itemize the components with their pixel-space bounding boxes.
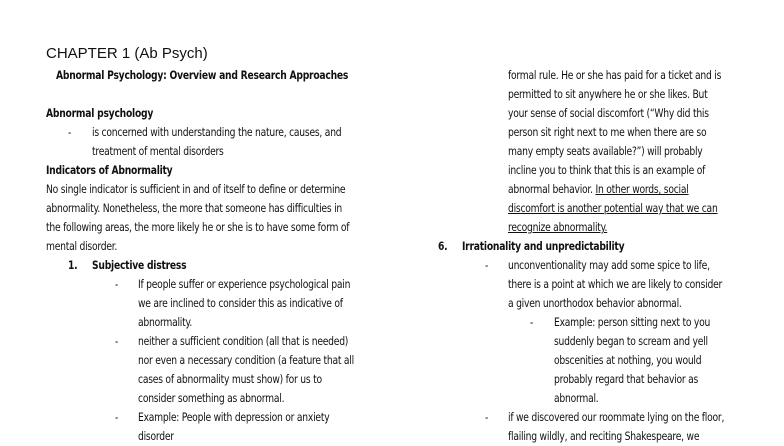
bullet-line: Example: People with depression or anxiety (138, 410, 330, 424)
continued-line: incline you to think that this is an example of (508, 163, 706, 177)
continued-line: permitted to sit anywhere he or she likes. But (508, 87, 708, 101)
underlined-line: discomfort is another potential way that we can (508, 201, 718, 215)
bullet-line: we are inclined to consider this as indicative of (138, 296, 343, 310)
heading-abnormal-psychology: Abnormal psychology (46, 106, 154, 120)
bullet-dash: - (485, 258, 489, 272)
continued-line: your sense of social discomfort (“Why did this (508, 106, 709, 120)
bullet-dash: - (68, 125, 72, 139)
example-line: suddenly began to scream and yell (554, 334, 708, 348)
definition-line-1: is concerned with understanding the nature, causes, and (92, 125, 342, 139)
item-title-irrationality: Irrationality and unpredictability (462, 239, 625, 253)
bullet-line: disorder (138, 429, 174, 443)
bullet-dash: - (485, 410, 489, 424)
definition-line-2: treatment of mental disorders (92, 144, 224, 158)
bullet-dash: - (115, 277, 119, 291)
example-line: Example: person sitting next to you (554, 315, 711, 329)
heading-indicators: Indicators of Abnormality (46, 163, 173, 177)
bullet-line: a given unorthodox behavior abnormal. (508, 296, 682, 310)
chapter-header: CHAPTER 1 (Ab Psych) (46, 45, 208, 62)
bullet-dash: - (115, 410, 119, 424)
paragraph-line: abnormality. Nonetheless, the more that someone has difficulties in (46, 201, 342, 215)
continued-line-mixed (508, 180, 689, 199)
bullet-line: nor even a necessary condition (a feature that all (138, 353, 354, 367)
underlined-line: recognize abnormality. (508, 220, 608, 234)
paragraph-line: No single indicator is sufficient in and of itself to define or determine (46, 182, 346, 196)
plain-text: abnormal behavior. (508, 182, 596, 196)
bullet-line: cases of abnormality must show) for us to (138, 372, 322, 386)
bullet-line: there is a point at which we are likely to consider (508, 277, 723, 291)
example-line: probably regard that behavior as (554, 372, 699, 386)
bullet-line: If people suffer or experience psychological pain (138, 277, 351, 291)
bullet-dash: - (115, 334, 119, 348)
example-line: obscenities at nothing, you would (554, 353, 702, 367)
paragraph-line: mental disorder. (46, 239, 118, 253)
bullet-line: if we discovered our roommate lying on the floor, (508, 410, 725, 424)
item-number-6: 6. (438, 239, 448, 253)
item-number-1: 1. (68, 258, 78, 272)
sub-bullet-dash: - (530, 315, 534, 329)
bullet-line: neither a sufficient condition (all that is needed) (138, 334, 349, 348)
underlined-text: In other words, social (595, 182, 689, 196)
item-title-subjective-distress: Subjective distress (92, 258, 187, 272)
bullet-line: flailing wildly, and reciting Shakespeare, we (508, 429, 700, 443)
bullet-line: unconventionality may add some spice to life, (508, 258, 710, 272)
bullet-line: abnormality. (138, 315, 193, 329)
paragraph-line: the following areas, the more likely he or she is to have some form of (46, 220, 350, 234)
continued-line: person sit right next to me when there are so (508, 125, 707, 139)
example-line: abnormal. (554, 391, 599, 405)
bullet-line: consider something as abnormal. (138, 391, 285, 405)
continued-line: many empty seats available?”) will probably (508, 144, 703, 158)
continued-line: formal rule. He or she has paid for a ticket and is (508, 68, 722, 82)
document-title: Abnormal Psychology: Overview and Research Approaches (56, 68, 349, 82)
